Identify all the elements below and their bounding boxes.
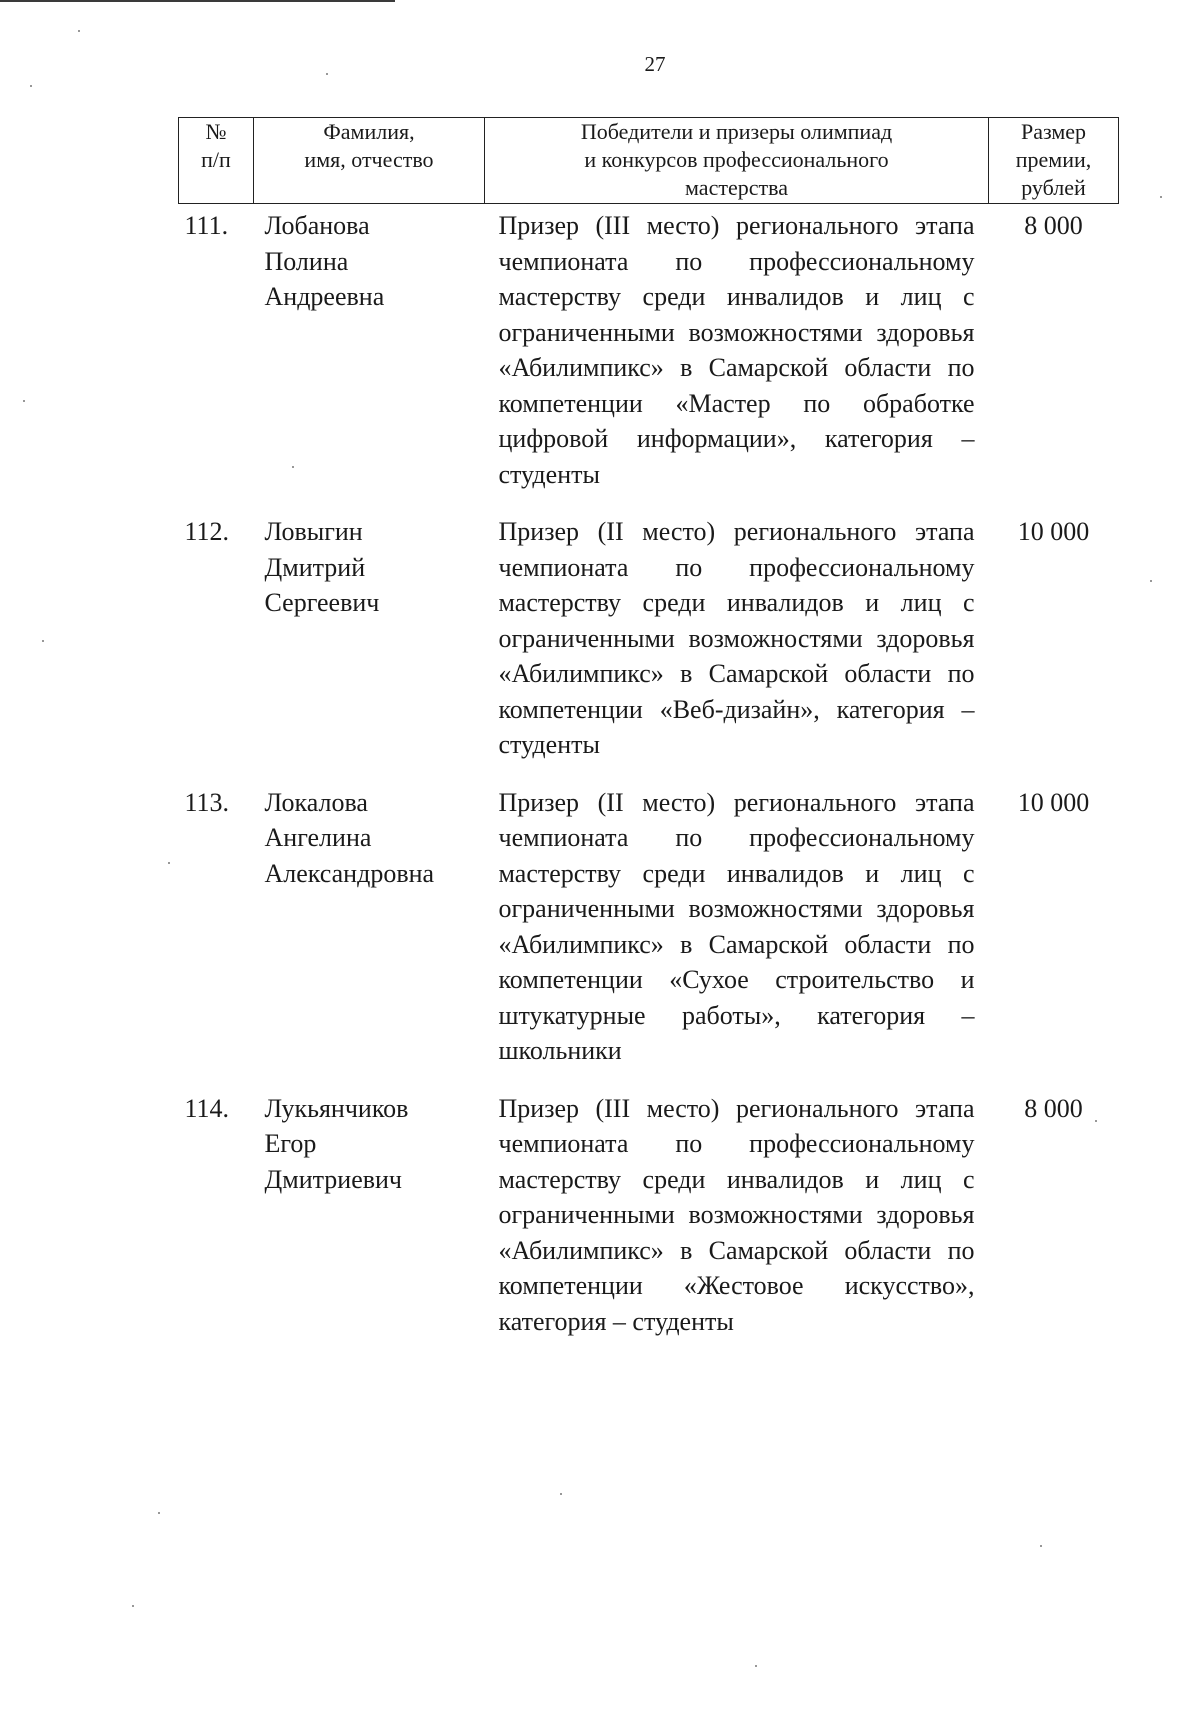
table-row <box>179 204 1119 493</box>
scan-speck <box>1040 1545 1042 1547</box>
header-description-line: Победители и призеры олимпиад <box>580 119 893 144</box>
row-full-name <box>254 204 485 493</box>
scan-speck <box>42 640 44 642</box>
awards-table <box>178 117 1119 1339</box>
scan-speck <box>326 73 328 75</box>
header-num <box>179 118 254 204</box>
surname: Ловыгин <box>264 517 363 546</box>
row-number: 113. <box>184 787 230 817</box>
surname: Лобанова <box>264 211 370 240</box>
page-number: 27 <box>644 52 666 76</box>
header-prize-line: премии, <box>1015 147 1092 172</box>
surname: Лукьянчиков <box>264 1093 409 1123</box>
first-name: Дмитрий <box>264 552 366 582</box>
header-prize-line: рублей <box>1021 175 1086 200</box>
row-number: 114. <box>184 1093 230 1123</box>
patronymic: Андреевна <box>264 282 385 311</box>
row-prize: 8 000 <box>1024 211 1083 240</box>
header-description-line: и конкурсов профессионального <box>584 147 889 172</box>
first-name: Полина <box>264 246 349 276</box>
scan-speck <box>132 1605 134 1607</box>
row-description: Призер (III место) регионального этапа чемпионата по профессиональному мастерству среди инвалидов и лиц с ограниченными возможностями здоровья «Абилимпикс» в Самарской области по компетенции «Мастер по обработке цифровой информации», категория – студенты <box>498 211 975 489</box>
row-prize: 10 000 <box>1017 787 1090 817</box>
surname: Локалова <box>264 787 368 817</box>
scan-speck <box>23 400 25 402</box>
row-prize: 10 000 <box>1017 517 1090 546</box>
header-description <box>485 118 989 204</box>
table-row <box>179 1069 1119 1340</box>
header-num-line: п/п <box>201 147 231 172</box>
scan-speck <box>1150 580 1152 582</box>
first-name: Ангелина <box>264 823 372 852</box>
scan-speck <box>560 1493 562 1495</box>
header-prize-line: Размер <box>1020 119 1087 144</box>
row-number: 111. <box>184 211 229 240</box>
first-name: Егор <box>264 1129 317 1158</box>
scan-edge-line <box>0 0 395 2</box>
header-name-line: Фамилия, <box>323 119 415 144</box>
scan-speck <box>78 30 80 32</box>
row-full-name <box>254 763 485 1069</box>
patronymic: Дмитриевич <box>264 1164 403 1194</box>
scan-speck <box>755 1665 757 1667</box>
header-num-line: № <box>205 119 227 144</box>
row-description: Призер (II место) регионального этапа чемпионата по профессиональному мастерству среди инвалидов и лиц с ограниченными возможностями здоровья «Абилимпикс» в Самарской области по компетенции «Сухое строительство и штукатурные работы», категория – школьники <box>498 787 975 1065</box>
scan-speck <box>1160 196 1162 198</box>
row-description: Призер (III место) регионального этапа чемпионата по профессиональному мастерству среди инвалидов и лиц с ограниченными возможностями здоровья «Абилимпикс» в Самарской области по компетенции «Жестовое искусство», категория – студенты <box>498 1093 975 1336</box>
header-name-line: имя, отчество <box>304 147 434 172</box>
scan-speck <box>1095 1120 1097 1122</box>
scan-speck <box>168 862 170 864</box>
scan-speck <box>30 85 32 87</box>
header-prize <box>989 118 1119 204</box>
table-row <box>179 763 1119 1069</box>
patronymic: Сергеевич <box>264 588 380 617</box>
row-number: 112. <box>184 517 230 546</box>
row-full-name <box>254 1069 485 1340</box>
table-header <box>179 118 1119 204</box>
header-description-line: мастерства <box>685 175 788 200</box>
row-description: Призер (II место) регионального этапа чемпионата по профессиональному мастерству среди инвалидов и лиц с ограниченными возможностями здоровья «Абилимпикс» в Самарской области по компетенции «Веб-дизайн», категория – студенты <box>498 517 975 759</box>
scan-speck <box>158 1512 160 1514</box>
header-name <box>254 118 485 204</box>
row-full-name <box>254 492 485 763</box>
scan-speck <box>292 466 294 468</box>
patronymic: Александровна <box>264 858 435 888</box>
row-prize: 8 000 <box>1024 1093 1083 1123</box>
table-row <box>179 492 1119 763</box>
